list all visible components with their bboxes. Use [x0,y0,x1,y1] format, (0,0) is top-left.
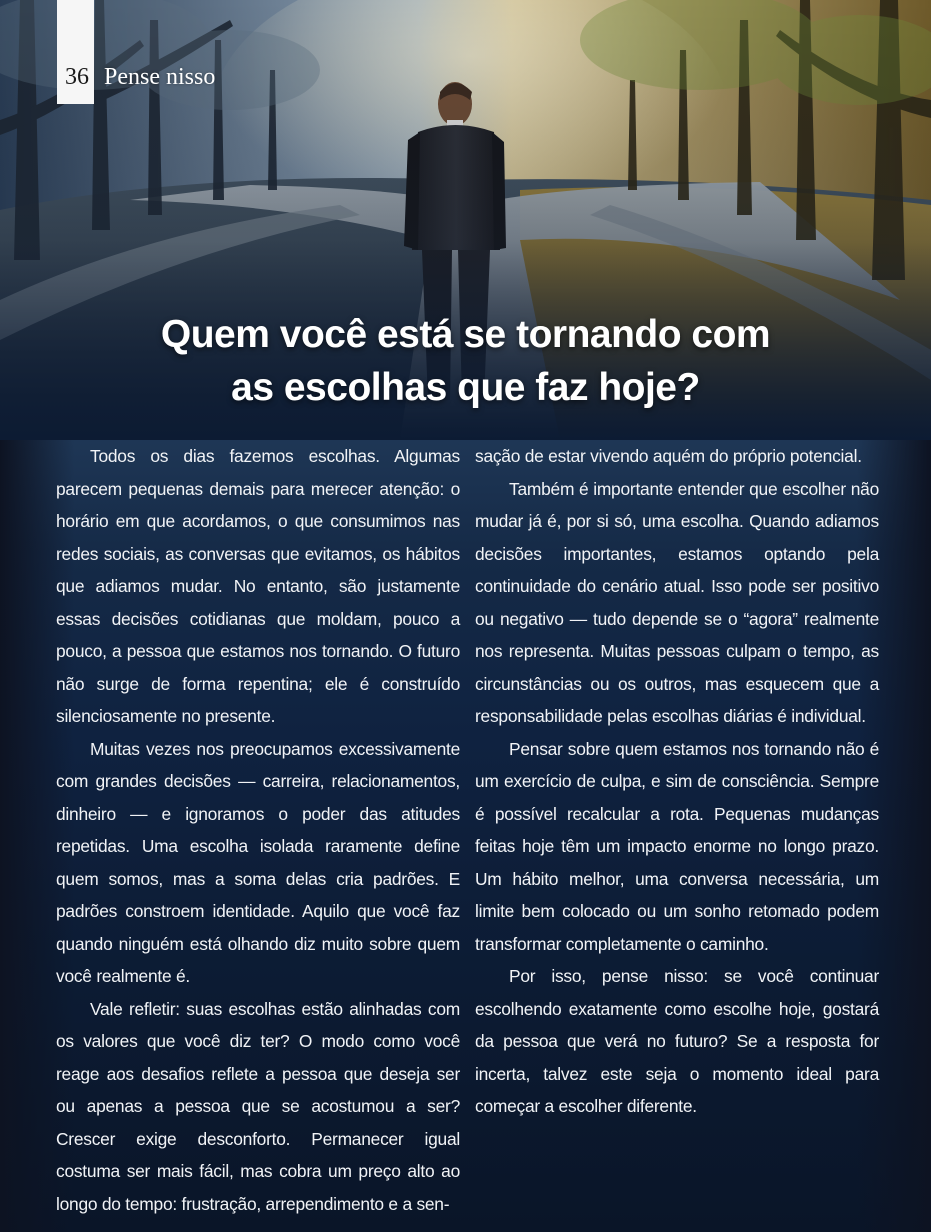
paragraph: Todos os dias fazemos escolhas. Algumas parecem pequenas demais para merecer atenção: o horário em que acordamos, o que consumimos nas redes sociais, as conversas que evitamos, os hábitos que adiamos mudar. No entanto, são justamente essas decisões cotidianas que moldam, pouco a pouco, a pessoa que estamos nos tornando. O futuro não surge de forma repentina; ele é construído silenciosamente no presente. [56,446,460,726]
paragraph: Pensar sobre quem estamos nos tornando não é um exercício de culpa, e sim de consciência. Sempre é possível recalcular a rota. Pequenas mudanças feitas hoje têm um impacto enorme no longo prazo. Um hábito melhor, uma conversa necessária, um limite bem colocado ou um sonho retomado podem transformar completamente o caminho. [475,738,879,954]
article-column-left [56,440,460,1220]
paragraph: Também é importante entender que escolher não mudar já é, por si só, uma escolha. Quando adiamos decisões importantes, estamos optando pela continuidade do cenário atual. Isso pode ser positivo ou negativo — tudo depende se o “agora” realmente nos representa. Muitas pessoas culpam o tempo, as circunstâncias ou os outros, mas esquecem que a responsabilidade pelas escolhas diárias é individual. [475,478,879,726]
paragraph: Por isso, pense nisso: se você continuar escolhendo exatamente como escolhe hoje, gostará da pessoa que verá no futuro? Se a resposta for incerta, talvez este seja o momento ideal para começar a escolher diferente. [475,966,879,1116]
headline-line-1: Quem você está se tornando com [160,313,771,356]
section-title: Pense nisso [104,64,216,90]
page-number: 36 [65,64,89,90]
article-column-right [475,440,879,1123]
headline-line-2: as escolhas que faz hoje? [231,366,700,409]
article-headline [120,308,811,414]
paragraph: Muitas vezes nos preocupamos excessivamente com grandes decisões — carreira, relacionamentos, dinheiro — e ignoramos o poder das atitudes repetidas. Uma escolha isolada raramente define quem somos, mas a soma delas cria padrões. E padrões constroem identidade. Aquilo que você faz quando ninguém está olhando diz muito sobre quem você realmente é. [56,738,460,986]
paragraph-continuation: sação de estar vivendo aquém do próprio potencial. [475,446,862,466]
paragraph: Vale refletir: suas escolhas estão alinhadas com os valores que você diz ter? O modo como você reage aos desafios reflete a pessoa que deseja ser ou apenas a pessoa que se acostumou a ser? Crescer exige desconforto. Permanecer igual costuma ser mais fácil, mas cobra um preço alto ao longo do tempo: frustração, arrependimento e a sen- [56,998,460,1214]
